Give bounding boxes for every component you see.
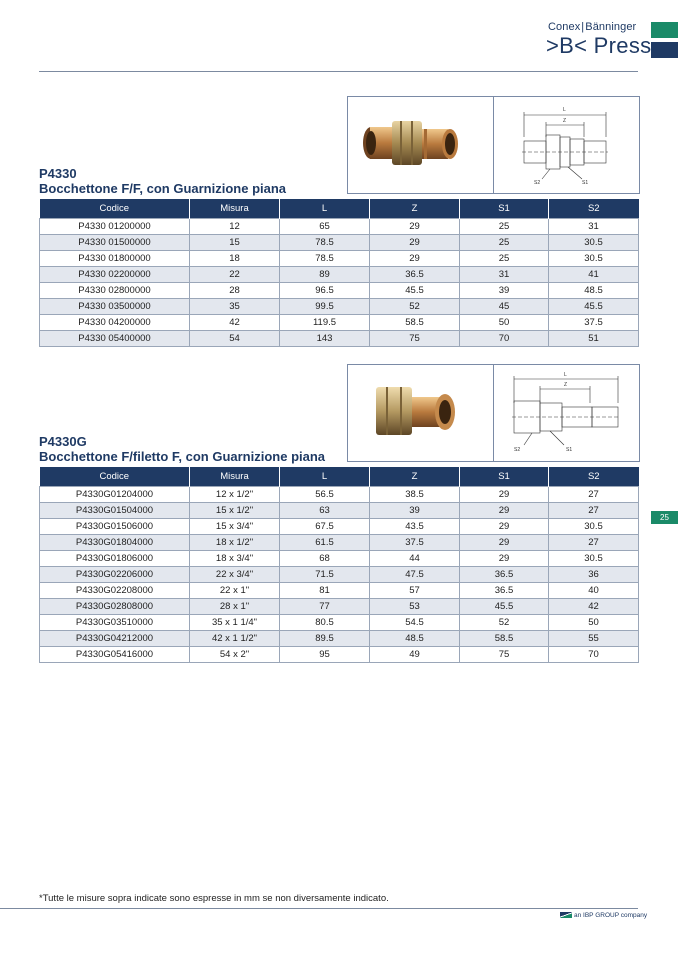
table-row [40, 631, 639, 647]
col-header-s2: S2 [549, 199, 639, 219]
cell-z: 75 [370, 331, 460, 347]
cell-misura: 22 [190, 267, 280, 283]
cell-s1: 29 [460, 535, 549, 551]
cell-z: 29 [370, 251, 460, 267]
cell-codice: P4330G05416000 [40, 647, 190, 663]
cell-s2: 37.5 [549, 315, 639, 331]
cell-s1: 25 [460, 219, 549, 235]
cell-z: 57 [370, 583, 460, 599]
col-header-s1: S1 [460, 467, 549, 487]
cell-misura: 42 [190, 315, 280, 331]
cell-s1: 31 [460, 267, 549, 283]
cell-l: 80.5 [280, 615, 370, 631]
cell-misura: 15 x 3/4" [190, 519, 280, 535]
cell-s1: 36.5 [460, 567, 549, 583]
product-code: P4330G [39, 434, 87, 449]
cell-z: 29 [370, 219, 460, 235]
cell-s1: 29 [460, 487, 549, 503]
cell-l: 77 [280, 599, 370, 615]
drawing-label-s1: S1 [582, 180, 589, 186]
cell-s1: 52 [460, 615, 549, 631]
cell-s2: 31 [549, 219, 639, 235]
cell-z: 44 [370, 551, 460, 567]
cell-codice: P4330 05400000 [40, 331, 190, 347]
cell-misura: 54 [190, 331, 280, 347]
cell-misura: 18 x 3/4" [190, 551, 280, 567]
cell-z: 52 [370, 299, 460, 315]
cell-z: 54.5 [370, 615, 460, 631]
product-title: Bocchettone F/F, con Guarnizione piana [39, 181, 287, 196]
cell-z: 53 [370, 599, 460, 615]
cell-z: 48.5 [370, 631, 460, 647]
union-ff-drawing-icon [494, 97, 639, 193]
cell-l: 119.5 [280, 315, 370, 331]
footer-divider [0, 908, 638, 909]
cell-s1: 58.5 [460, 631, 549, 647]
drawing-label-s1: S1 [566, 447, 573, 453]
col-header-l: L [280, 467, 370, 487]
ibp-logo-icon [560, 912, 572, 918]
col-header-l: L [280, 199, 370, 219]
cell-s2: 30.5 [549, 551, 639, 567]
table-row [40, 487, 639, 503]
cell-s2: 40 [549, 583, 639, 599]
cell-codice: P4330 01800000 [40, 251, 190, 267]
cell-misura: 18 x 1/2" [190, 535, 280, 551]
cell-misura: 18 [190, 251, 280, 267]
cell-misura: 28 [190, 283, 280, 299]
cell-z: 49 [370, 647, 460, 663]
cell-s2: 51 [549, 331, 639, 347]
cell-misura: 35 [190, 299, 280, 315]
cell-s1: 45.5 [460, 599, 549, 615]
cell-codice: P4330 01200000 [40, 219, 190, 235]
cell-s1: 50 [460, 315, 549, 331]
table-row [40, 647, 639, 663]
table-row [40, 519, 639, 535]
brand-banninger: Bänninger [585, 21, 637, 33]
cell-s1: 70 [460, 331, 549, 347]
cell-s2: 50 [549, 615, 639, 631]
cell-l: 67.5 [280, 519, 370, 535]
cell-s2: 36 [549, 567, 639, 583]
cell-z: 45.5 [370, 283, 460, 299]
col-header-s2: S2 [549, 467, 639, 487]
table-row [40, 267, 639, 283]
drawing-label-s2: S2 [514, 447, 521, 453]
cell-misura: 22 x 1" [190, 583, 280, 599]
technical-drawing-p4330g [493, 364, 640, 462]
union-f-thread-photo-icon [348, 365, 493, 461]
table-row [40, 219, 639, 235]
col-header-misura: Misura [190, 467, 280, 487]
brand-navy-tab [651, 42, 678, 58]
footer-company [560, 912, 647, 919]
cell-s1: 29 [460, 551, 549, 567]
cell-z: 39 [370, 503, 460, 519]
cell-s2: 41 [549, 267, 639, 283]
spec-table-p4330 [39, 199, 639, 347]
cell-l: 143 [280, 331, 370, 347]
cell-s2: 70 [549, 647, 639, 663]
cell-codice: P4330 02200000 [40, 267, 190, 283]
cell-s2: 27 [549, 503, 639, 519]
cell-l: 81 [280, 583, 370, 599]
cell-l: 61.5 [280, 535, 370, 551]
cell-s1: 36.5 [460, 583, 549, 599]
drawing-label-z: Z [563, 118, 567, 124]
cell-s1: 45 [460, 299, 549, 315]
cell-z: 38.5 [370, 487, 460, 503]
page-number: 25 [651, 511, 678, 524]
product-title: Bocchettone F/filetto F, con Guarnizione piana [39, 449, 326, 464]
cell-codice: P4330G01806000 [40, 551, 190, 567]
cell-codice: P4330G04212000 [40, 631, 190, 647]
product-photo-p4330 [347, 96, 494, 194]
brand-separator: | [581, 21, 585, 33]
cell-l: 63 [280, 503, 370, 519]
cell-codice: P4330 01500000 [40, 235, 190, 251]
cell-misura: 35 x 1 1/4" [190, 615, 280, 631]
col-header-codice: Codice [40, 199, 190, 219]
cell-z: 58.5 [370, 315, 460, 331]
union-f-thread-drawing-icon [494, 365, 639, 461]
cell-misura: 28 x 1" [190, 599, 280, 615]
header-divider [39, 71, 638, 72]
cell-misura: 12 x 1/2" [190, 487, 280, 503]
cell-codice: P4330G01804000 [40, 535, 190, 551]
brand-conex-banninger [548, 21, 636, 33]
table-row [40, 283, 639, 299]
cell-s2: 27 [549, 535, 639, 551]
col-header-s1: S1 [460, 199, 549, 219]
drawing-label-z: Z [564, 382, 568, 388]
drawing-label-l: L [564, 372, 567, 378]
cell-misura: 42 x 1 1/2" [190, 631, 280, 647]
cell-codice: P4330G01204000 [40, 487, 190, 503]
footnote: *Tutte le misure sopra indicate sono espresse in mm se non diversamente indicato. [39, 893, 389, 904]
cell-s2: 27 [549, 487, 639, 503]
cell-z: 47.5 [370, 567, 460, 583]
cell-l: 89 [280, 267, 370, 283]
cell-misura: 12 [190, 219, 280, 235]
cell-z: 36.5 [370, 267, 460, 283]
table-row [40, 615, 639, 631]
technical-drawing-p4330 [493, 96, 640, 194]
col-header-z: Z [370, 467, 460, 487]
brand-green-tab [651, 22, 678, 38]
cell-s1: 29 [460, 503, 549, 519]
table-row [40, 315, 639, 331]
cell-s1: 29 [460, 519, 549, 535]
cell-s2: 30.5 [549, 235, 639, 251]
cell-l: 78.5 [280, 251, 370, 267]
cell-s2: 30.5 [549, 519, 639, 535]
table-row [40, 535, 639, 551]
cell-l: 56.5 [280, 487, 370, 503]
cell-l: 65 [280, 219, 370, 235]
cell-z: 37.5 [370, 535, 460, 551]
cell-misura: 22 x 3/4" [190, 567, 280, 583]
cell-s1: 39 [460, 283, 549, 299]
cell-l: 99.5 [280, 299, 370, 315]
footer-company-text: an IBP GROUP company [574, 912, 648, 919]
cell-z: 29 [370, 235, 460, 251]
drawing-label-s2: S2 [534, 180, 541, 186]
table-header-row [40, 199, 639, 219]
cell-codice: P4330G02206000 [40, 567, 190, 583]
cell-misura: 15 [190, 235, 280, 251]
brand-conex: Conex [548, 21, 581, 33]
cell-misura: 54 x 2" [190, 647, 280, 663]
cell-s1: 25 [460, 235, 549, 251]
cell-z: 43.5 [370, 519, 460, 535]
union-ff-photo-icon [348, 97, 493, 193]
table-row [40, 503, 639, 519]
cell-l: 68 [280, 551, 370, 567]
table-row [40, 599, 639, 615]
section-heading-p4330g [39, 434, 325, 464]
table-row [40, 331, 639, 347]
table-header-row [40, 467, 639, 487]
col-header-misura: Misura [190, 199, 280, 219]
cell-s2: 42 [549, 599, 639, 615]
cell-s1: 25 [460, 251, 549, 267]
table-row [40, 299, 639, 315]
product-code: P4330 [39, 166, 77, 181]
col-header-codice: Codice [40, 467, 190, 487]
cell-codice: P4330G02208000 [40, 583, 190, 599]
cell-l: 95 [280, 647, 370, 663]
table-row [40, 567, 639, 583]
table-row [40, 551, 639, 567]
cell-l: 78.5 [280, 235, 370, 251]
table-row [40, 583, 639, 599]
spec-table-p4330g [39, 467, 639, 663]
cell-codice: P4330 04200000 [40, 315, 190, 331]
drawing-label-l: L [563, 107, 566, 113]
cell-s2: 45.5 [549, 299, 639, 315]
product-photo-p4330g [347, 364, 494, 462]
cell-s1: 75 [460, 647, 549, 663]
cell-codice: P4330G01506000 [40, 519, 190, 535]
table-row [40, 251, 639, 267]
cell-s2: 48.5 [549, 283, 639, 299]
cell-codice: P4330G02808000 [40, 599, 190, 615]
cell-codice: P4330 03500000 [40, 299, 190, 315]
table-row [40, 235, 639, 251]
cell-codice: P4330G01504000 [40, 503, 190, 519]
cell-s2: 30.5 [549, 251, 639, 267]
cell-misura: 15 x 1/2" [190, 503, 280, 519]
cell-l: 71.5 [280, 567, 370, 583]
col-header-z: Z [370, 199, 460, 219]
section-heading-p4330 [39, 166, 286, 196]
brand-bpress: >B< Press [546, 33, 652, 58]
cell-s2: 55 [549, 631, 639, 647]
cell-l: 89.5 [280, 631, 370, 647]
cell-l: 96.5 [280, 283, 370, 299]
cell-codice: P4330G03510000 [40, 615, 190, 631]
cell-codice: P4330 02800000 [40, 283, 190, 299]
